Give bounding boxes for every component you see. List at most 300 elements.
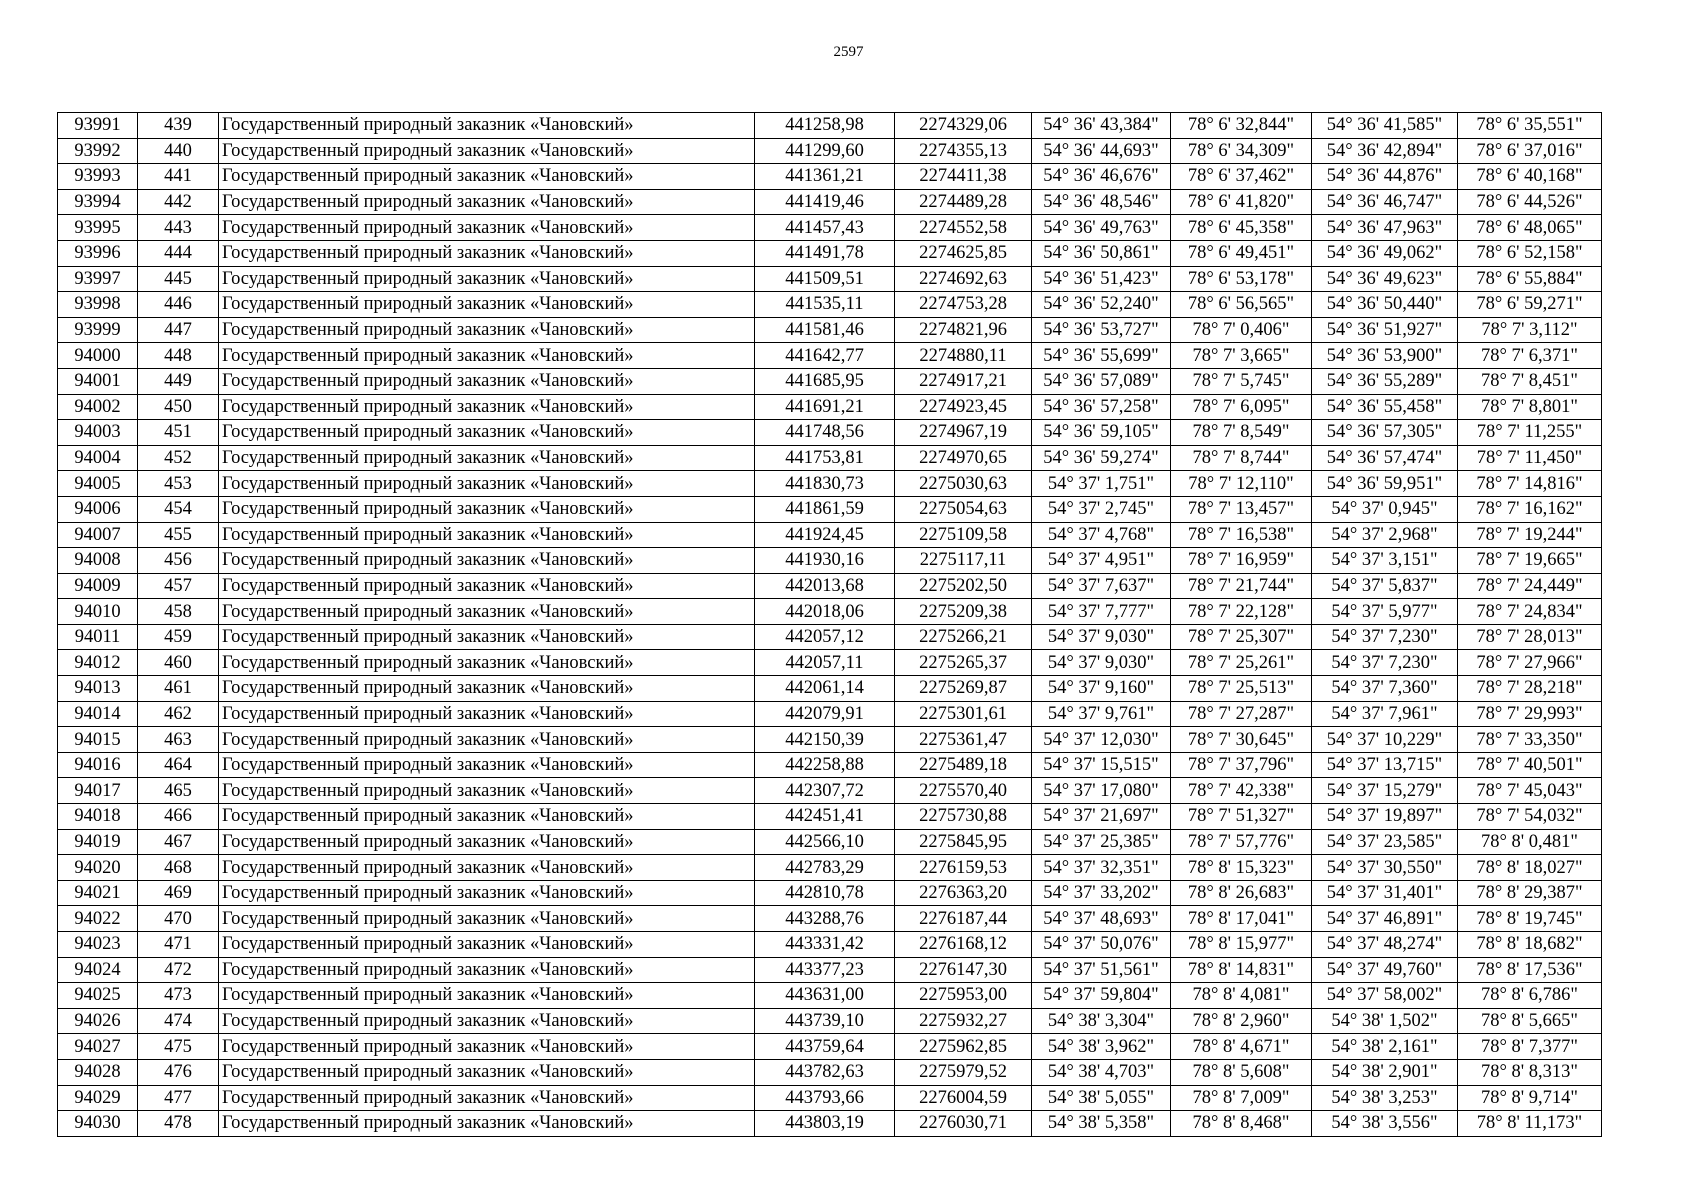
cell-point-number: 440 xyxy=(138,138,219,164)
cell-latitude-2: 54° 36' 42,894" xyxy=(1312,138,1458,164)
cell-point-number: 466 xyxy=(138,804,219,830)
cell-y-coordinate: 2275962,85 xyxy=(895,1034,1032,1060)
table-row xyxy=(58,496,1602,522)
cell-x-coordinate: 441299,60 xyxy=(755,138,895,164)
cell-point-number: 465 xyxy=(138,778,219,804)
cell-x-coordinate: 443793,66 xyxy=(755,1085,895,1111)
cell-x-coordinate: 441685,95 xyxy=(755,368,895,394)
cell-longitude-1: 78° 7' 6,095" xyxy=(1171,394,1312,420)
cell-latitude-1: 54° 37' 2,745" xyxy=(1032,496,1171,522)
cell-record-number: 94022 xyxy=(58,906,138,932)
cell-record-number: 94004 xyxy=(58,445,138,471)
cell-longitude-1: 78° 7' 22,128" xyxy=(1171,599,1312,625)
cell-record-number: 94028 xyxy=(58,1059,138,1085)
cell-x-coordinate: 442307,72 xyxy=(755,778,895,804)
cell-x-coordinate: 442057,12 xyxy=(755,624,895,650)
cell-x-coordinate: 442566,10 xyxy=(755,829,895,855)
cell-point-number: 444 xyxy=(138,240,219,266)
cell-longitude-1: 78° 8' 2,960" xyxy=(1171,1008,1312,1034)
cell-x-coordinate: 441509,51 xyxy=(755,266,895,292)
cell-longitude-1: 78° 6' 34,309" xyxy=(1171,138,1312,164)
cell-territory-name: Государственный природный заказник «Чановский» xyxy=(219,496,755,522)
cell-latitude-1: 54° 37' 48,693" xyxy=(1032,906,1171,932)
cell-record-number: 94009 xyxy=(58,573,138,599)
cell-y-coordinate: 2276004,59 xyxy=(895,1085,1032,1111)
cell-territory-name: Государственный природный заказник «Чановский» xyxy=(219,522,755,548)
cell-record-number: 94027 xyxy=(58,1034,138,1060)
cell-territory-name: Государственный природный заказник «Чановский» xyxy=(219,1034,755,1060)
cell-territory-name: Государственный природный заказник «Чановский» xyxy=(219,880,755,906)
cell-longitude-2: 78° 7' 40,501" xyxy=(1458,752,1602,778)
cell-territory-name: Государственный природный заказник «Чановский» xyxy=(219,189,755,215)
cell-longitude-2: 78° 7' 19,665" xyxy=(1458,548,1602,574)
cell-latitude-2: 54° 37' 7,230" xyxy=(1312,624,1458,650)
cell-latitude-1: 54° 36' 44,693" xyxy=(1032,138,1171,164)
table-row xyxy=(58,829,1602,855)
cell-latitude-2: 54° 36' 44,876" xyxy=(1312,164,1458,190)
cell-y-coordinate: 2274753,28 xyxy=(895,292,1032,318)
cell-record-number: 93993 xyxy=(58,164,138,190)
cell-latitude-2: 54° 37' 7,360" xyxy=(1312,676,1458,702)
table-row xyxy=(58,113,1602,139)
cell-longitude-1: 78° 8' 26,683" xyxy=(1171,880,1312,906)
cell-territory-name: Государственный природный заказник «Чановский» xyxy=(219,266,755,292)
cell-record-number: 93991 xyxy=(58,113,138,139)
cell-x-coordinate: 443631,00 xyxy=(755,983,895,1009)
cell-record-number: 94020 xyxy=(58,855,138,881)
table-row xyxy=(58,573,1602,599)
cell-latitude-2: 54° 38' 1,502" xyxy=(1312,1008,1458,1034)
table-row xyxy=(58,548,1602,574)
cell-record-number: 94019 xyxy=(58,829,138,855)
cell-territory-name: Государственный природный заказник «Чановский» xyxy=(219,599,755,625)
cell-territory-name: Государственный природный заказник «Чановский» xyxy=(219,676,755,702)
cell-record-number: 94030 xyxy=(58,1111,138,1137)
cell-territory-name: Государственный природный заказник «Чановский» xyxy=(219,368,755,394)
cell-y-coordinate: 2275932,27 xyxy=(895,1008,1032,1034)
cell-latitude-1: 54° 36' 55,699" xyxy=(1032,343,1171,369)
cell-y-coordinate: 2275030,63 xyxy=(895,471,1032,497)
table-row xyxy=(58,522,1602,548)
cell-longitude-1: 78° 6' 53,178" xyxy=(1171,266,1312,292)
cell-territory-name: Государственный природный заказник «Чановский» xyxy=(219,1111,755,1137)
cell-latitude-2: 54° 36' 49,623" xyxy=(1312,266,1458,292)
cell-latitude-2: 54° 37' 13,715" xyxy=(1312,752,1458,778)
cell-longitude-2: 78° 7' 33,350" xyxy=(1458,727,1602,753)
cell-territory-name: Государственный природный заказник «Чановский» xyxy=(219,855,755,881)
cell-latitude-1: 54° 37' 59,804" xyxy=(1032,983,1171,1009)
cell-territory-name: Государственный природный заказник «Чановский» xyxy=(219,573,755,599)
cell-y-coordinate: 2275845,95 xyxy=(895,829,1032,855)
cell-longitude-1: 78° 7' 5,745" xyxy=(1171,368,1312,394)
cell-y-coordinate: 2274411,38 xyxy=(895,164,1032,190)
cell-point-number: 449 xyxy=(138,368,219,394)
table-row xyxy=(58,1085,1602,1111)
cell-latitude-1: 54° 36' 53,727" xyxy=(1032,317,1171,343)
cell-latitude-1: 54° 36' 59,105" xyxy=(1032,420,1171,446)
cell-record-number: 94006 xyxy=(58,496,138,522)
cell-record-number: 93995 xyxy=(58,215,138,241)
cell-longitude-2: 78° 6' 48,065" xyxy=(1458,215,1602,241)
cell-y-coordinate: 2274970,65 xyxy=(895,445,1032,471)
table-row xyxy=(58,778,1602,804)
cell-territory-name: Государственный природный заказник «Чановский» xyxy=(219,240,755,266)
cell-x-coordinate: 442451,41 xyxy=(755,804,895,830)
table-row xyxy=(58,420,1602,446)
cell-y-coordinate: 2274625,85 xyxy=(895,240,1032,266)
cell-point-number: 461 xyxy=(138,676,219,702)
cell-y-coordinate: 2274355,13 xyxy=(895,138,1032,164)
cell-latitude-1: 54° 37' 9,030" xyxy=(1032,624,1171,650)
cell-longitude-1: 78° 8' 15,977" xyxy=(1171,932,1312,958)
cell-latitude-1: 54° 36' 51,423" xyxy=(1032,266,1171,292)
cell-point-number: 459 xyxy=(138,624,219,650)
cell-y-coordinate: 2274489,28 xyxy=(895,189,1032,215)
cell-latitude-2: 54° 38' 3,253" xyxy=(1312,1085,1458,1111)
cell-latitude-2: 54° 36' 47,963" xyxy=(1312,215,1458,241)
cell-latitude-1: 54° 37' 1,751" xyxy=(1032,471,1171,497)
cell-latitude-1: 54° 38' 5,358" xyxy=(1032,1111,1171,1137)
cell-latitude-2: 54° 36' 51,927" xyxy=(1312,317,1458,343)
cell-x-coordinate: 442810,78 xyxy=(755,880,895,906)
cell-x-coordinate: 441924,45 xyxy=(755,522,895,548)
cell-latitude-1: 54° 36' 57,089" xyxy=(1032,368,1171,394)
cell-longitude-2: 78° 8' 17,536" xyxy=(1458,957,1602,983)
cell-longitude-1: 78° 7' 25,513" xyxy=(1171,676,1312,702)
cell-record-number: 94016 xyxy=(58,752,138,778)
cell-latitude-2: 54° 37' 19,897" xyxy=(1312,804,1458,830)
cell-point-number: 454 xyxy=(138,496,219,522)
cell-longitude-1: 78° 7' 51,327" xyxy=(1171,804,1312,830)
table-row xyxy=(58,727,1602,753)
cell-latitude-1: 54° 37' 51,561" xyxy=(1032,957,1171,983)
cell-longitude-2: 78° 7' 24,449" xyxy=(1458,573,1602,599)
cell-y-coordinate: 2275109,58 xyxy=(895,522,1032,548)
coordinates-table xyxy=(57,112,1602,1137)
cell-longitude-2: 78° 7' 28,218" xyxy=(1458,676,1602,702)
cell-x-coordinate: 442061,14 xyxy=(755,676,895,702)
cell-record-number: 94017 xyxy=(58,778,138,804)
cell-latitude-2: 54° 38' 2,901" xyxy=(1312,1059,1458,1085)
cell-latitude-2: 54° 36' 59,951" xyxy=(1312,471,1458,497)
cell-y-coordinate: 2275953,00 xyxy=(895,983,1032,1009)
table-row xyxy=(58,957,1602,983)
cell-territory-name: Государственный природный заказник «Чановский» xyxy=(219,983,755,1009)
cell-longitude-1: 78° 6' 56,565" xyxy=(1171,292,1312,318)
cell-x-coordinate: 442079,91 xyxy=(755,701,895,727)
cell-y-coordinate: 2275117,11 xyxy=(895,548,1032,574)
table-row xyxy=(58,343,1602,369)
table-row xyxy=(58,1111,1602,1137)
cell-latitude-1: 54° 36' 57,258" xyxy=(1032,394,1171,420)
cell-latitude-1: 54° 37' 7,777" xyxy=(1032,599,1171,625)
cell-point-number: 457 xyxy=(138,573,219,599)
cell-y-coordinate: 2274821,96 xyxy=(895,317,1032,343)
cell-y-coordinate: 2274552,58 xyxy=(895,215,1032,241)
table-row xyxy=(58,701,1602,727)
cell-latitude-1: 54° 37' 9,030" xyxy=(1032,650,1171,676)
cell-point-number: 477 xyxy=(138,1085,219,1111)
cell-longitude-1: 78° 8' 4,671" xyxy=(1171,1034,1312,1060)
cell-longitude-1: 78° 7' 25,261" xyxy=(1171,650,1312,676)
cell-longitude-1: 78° 7' 8,549" xyxy=(1171,420,1312,446)
cell-point-number: 476 xyxy=(138,1059,219,1085)
cell-territory-name: Государственный природный заказник «Чановский» xyxy=(219,471,755,497)
cell-territory-name: Государственный природный заказник «Чановский» xyxy=(219,701,755,727)
cell-territory-name: Государственный природный заказник «Чановский» xyxy=(219,445,755,471)
cell-record-number: 93996 xyxy=(58,240,138,266)
table-row xyxy=(58,906,1602,932)
cell-latitude-1: 54° 38' 4,703" xyxy=(1032,1059,1171,1085)
cell-longitude-2: 78° 6' 40,168" xyxy=(1458,164,1602,190)
table-row xyxy=(58,189,1602,215)
cell-latitude-1: 54° 37' 4,951" xyxy=(1032,548,1171,574)
cell-x-coordinate: 441930,16 xyxy=(755,548,895,574)
cell-latitude-2: 54° 37' 58,002" xyxy=(1312,983,1458,1009)
cell-territory-name: Государственный природный заказник «Чановский» xyxy=(219,164,755,190)
cell-point-number: 473 xyxy=(138,983,219,1009)
cell-x-coordinate: 441361,21 xyxy=(755,164,895,190)
cell-longitude-2: 78° 8' 8,313" xyxy=(1458,1059,1602,1085)
cell-latitude-1: 54° 36' 59,274" xyxy=(1032,445,1171,471)
cell-latitude-1: 54° 36' 50,861" xyxy=(1032,240,1171,266)
cell-latitude-1: 54° 37' 32,351" xyxy=(1032,855,1171,881)
cell-longitude-1: 78° 6' 45,358" xyxy=(1171,215,1312,241)
cell-point-number: 475 xyxy=(138,1034,219,1060)
cell-longitude-1: 78° 7' 21,744" xyxy=(1171,573,1312,599)
cell-latitude-1: 54° 37' 17,080" xyxy=(1032,778,1171,804)
table-row xyxy=(58,880,1602,906)
cell-point-number: 448 xyxy=(138,343,219,369)
cell-territory-name: Государственный природный заказник «Чановский» xyxy=(219,394,755,420)
cell-y-coordinate: 2275265,37 xyxy=(895,650,1032,676)
cell-record-number: 94023 xyxy=(58,932,138,958)
cell-longitude-1: 78° 8' 4,081" xyxy=(1171,983,1312,1009)
cell-longitude-2: 78° 8' 18,682" xyxy=(1458,932,1602,958)
cell-latitude-2: 54° 38' 2,161" xyxy=(1312,1034,1458,1060)
cell-x-coordinate: 441830,73 xyxy=(755,471,895,497)
cell-longitude-1: 78° 8' 15,323" xyxy=(1171,855,1312,881)
cell-longitude-1: 78° 7' 16,959" xyxy=(1171,548,1312,574)
cell-latitude-1: 54° 37' 15,515" xyxy=(1032,752,1171,778)
cell-point-number: 467 xyxy=(138,829,219,855)
cell-latitude-2: 54° 36' 57,305" xyxy=(1312,420,1458,446)
cell-record-number: 94021 xyxy=(58,880,138,906)
cell-territory-name: Государственный природный заказник «Чановский» xyxy=(219,778,755,804)
cell-latitude-1: 54° 38' 3,962" xyxy=(1032,1034,1171,1060)
cell-record-number: 93992 xyxy=(58,138,138,164)
cell-record-number: 94014 xyxy=(58,701,138,727)
cell-record-number: 94024 xyxy=(58,957,138,983)
cell-point-number: 462 xyxy=(138,701,219,727)
cell-longitude-1: 78° 8' 7,009" xyxy=(1171,1085,1312,1111)
cell-x-coordinate: 443803,19 xyxy=(755,1111,895,1137)
cell-point-number: 463 xyxy=(138,727,219,753)
cell-longitude-1: 78° 6' 37,462" xyxy=(1171,164,1312,190)
cell-y-coordinate: 2275054,63 xyxy=(895,496,1032,522)
table-row xyxy=(58,138,1602,164)
table-row xyxy=(58,394,1602,420)
cell-longitude-1: 78° 7' 42,338" xyxy=(1171,778,1312,804)
cell-x-coordinate: 441457,43 xyxy=(755,215,895,241)
cell-latitude-1: 54° 37' 50,076" xyxy=(1032,932,1171,958)
cell-longitude-1: 78° 8' 8,468" xyxy=(1171,1111,1312,1137)
table-row xyxy=(58,752,1602,778)
cell-record-number: 94013 xyxy=(58,676,138,702)
cell-y-coordinate: 2276168,12 xyxy=(895,932,1032,958)
cell-latitude-2: 54° 36' 50,440" xyxy=(1312,292,1458,318)
cell-longitude-2: 78° 6' 55,884" xyxy=(1458,266,1602,292)
table-row xyxy=(58,855,1602,881)
cell-point-number: 469 xyxy=(138,880,219,906)
cell-territory-name: Государственный природный заказник «Чановский» xyxy=(219,1008,755,1034)
cell-point-number: 445 xyxy=(138,266,219,292)
cell-latitude-1: 54° 36' 49,763" xyxy=(1032,215,1171,241)
cell-record-number: 94011 xyxy=(58,624,138,650)
cell-latitude-2: 54° 36' 41,585" xyxy=(1312,113,1458,139)
cell-y-coordinate: 2275202,50 xyxy=(895,573,1032,599)
cell-latitude-1: 54° 36' 46,676" xyxy=(1032,164,1171,190)
cell-longitude-2: 78° 7' 28,013" xyxy=(1458,624,1602,650)
cell-latitude-1: 54° 36' 52,240" xyxy=(1032,292,1171,318)
cell-record-number: 94005 xyxy=(58,471,138,497)
cell-record-number: 94000 xyxy=(58,343,138,369)
cell-longitude-2: 78° 6' 59,271" xyxy=(1458,292,1602,318)
cell-territory-name: Государственный природный заказник «Чановский» xyxy=(219,829,755,855)
table-body xyxy=(58,113,1602,1137)
cell-x-coordinate: 442258,88 xyxy=(755,752,895,778)
cell-territory-name: Государственный природный заказник «Чановский» xyxy=(219,624,755,650)
cell-longitude-2: 78° 6' 52,158" xyxy=(1458,240,1602,266)
cell-y-coordinate: 2274329,06 xyxy=(895,113,1032,139)
cell-point-number: 446 xyxy=(138,292,219,318)
cell-latitude-2: 54° 37' 10,229" xyxy=(1312,727,1458,753)
cell-latitude-1: 54° 37' 7,637" xyxy=(1032,573,1171,599)
table-row xyxy=(58,1059,1602,1085)
cell-record-number: 94001 xyxy=(58,368,138,394)
cell-territory-name: Государственный природный заказник «Чановский» xyxy=(219,752,755,778)
cell-point-number: 443 xyxy=(138,215,219,241)
cell-latitude-2: 54° 37' 46,891" xyxy=(1312,906,1458,932)
cell-longitude-1: 78° 6' 41,820" xyxy=(1171,189,1312,215)
cell-point-number: 472 xyxy=(138,957,219,983)
cell-latitude-2: 54° 37' 2,968" xyxy=(1312,522,1458,548)
cell-territory-name: Государственный природный заказник «Чановский» xyxy=(219,548,755,574)
cell-latitude-2: 54° 36' 46,747" xyxy=(1312,189,1458,215)
cell-longitude-1: 78° 7' 13,457" xyxy=(1171,496,1312,522)
table-row xyxy=(58,164,1602,190)
cell-x-coordinate: 441258,98 xyxy=(755,113,895,139)
cell-x-coordinate: 443782,63 xyxy=(755,1059,895,1085)
cell-point-number: 474 xyxy=(138,1008,219,1034)
cell-latitude-2: 54° 37' 48,274" xyxy=(1312,932,1458,958)
cell-y-coordinate: 2275570,40 xyxy=(895,778,1032,804)
cell-territory-name: Государственный природный заказник «Чановский» xyxy=(219,317,755,343)
cell-latitude-1: 54° 38' 3,304" xyxy=(1032,1008,1171,1034)
cell-record-number: 93998 xyxy=(58,292,138,318)
cell-latitude-1: 54° 37' 12,030" xyxy=(1032,727,1171,753)
cell-y-coordinate: 2276030,71 xyxy=(895,1111,1032,1137)
cell-x-coordinate: 442018,06 xyxy=(755,599,895,625)
cell-record-number: 94026 xyxy=(58,1008,138,1034)
cell-territory-name: Государственный природный заказник «Чановский» xyxy=(219,138,755,164)
cell-latitude-2: 54° 36' 49,062" xyxy=(1312,240,1458,266)
cell-longitude-2: 78° 8' 18,027" xyxy=(1458,855,1602,881)
cell-territory-name: Государственный природный заказник «Чановский» xyxy=(219,906,755,932)
table-row xyxy=(58,983,1602,1009)
cell-longitude-2: 78° 8' 7,377" xyxy=(1458,1034,1602,1060)
cell-latitude-2: 54° 37' 7,230" xyxy=(1312,650,1458,676)
cell-y-coordinate: 2275269,87 xyxy=(895,676,1032,702)
cell-point-number: 460 xyxy=(138,650,219,676)
cell-longitude-2: 78° 8' 9,714" xyxy=(1458,1085,1602,1111)
cell-record-number: 94025 xyxy=(58,983,138,1009)
cell-x-coordinate: 441691,21 xyxy=(755,394,895,420)
cell-record-number: 94018 xyxy=(58,804,138,830)
cell-longitude-2: 78° 7' 29,993" xyxy=(1458,701,1602,727)
cell-y-coordinate: 2274923,45 xyxy=(895,394,1032,420)
cell-y-coordinate: 2276159,53 xyxy=(895,855,1032,881)
cell-longitude-2: 78° 6' 35,551" xyxy=(1458,113,1602,139)
cell-point-number: 441 xyxy=(138,164,219,190)
table-row xyxy=(58,215,1602,241)
table-row xyxy=(58,445,1602,471)
cell-latitude-1: 54° 37' 33,202" xyxy=(1032,880,1171,906)
cell-x-coordinate: 443331,42 xyxy=(755,932,895,958)
table-row xyxy=(58,368,1602,394)
cell-longitude-1: 78° 8' 5,608" xyxy=(1171,1059,1312,1085)
cell-x-coordinate: 441861,59 xyxy=(755,496,895,522)
cell-y-coordinate: 2275301,61 xyxy=(895,701,1032,727)
cell-longitude-2: 78° 7' 54,032" xyxy=(1458,804,1602,830)
cell-latitude-1: 54° 38' 5,055" xyxy=(1032,1085,1171,1111)
cell-longitude-2: 78° 7' 16,162" xyxy=(1458,496,1602,522)
cell-point-number: 453 xyxy=(138,471,219,497)
table-row xyxy=(58,676,1602,702)
table-row xyxy=(58,266,1602,292)
cell-x-coordinate: 441581,46 xyxy=(755,317,895,343)
cell-territory-name: Государственный природный заказник «Чановский» xyxy=(219,215,755,241)
cell-territory-name: Государственный природный заказник «Чановский» xyxy=(219,1059,755,1085)
cell-point-number: 442 xyxy=(138,189,219,215)
cell-longitude-2: 78° 7' 14,816" xyxy=(1458,471,1602,497)
table-row xyxy=(58,1034,1602,1060)
cell-point-number: 468 xyxy=(138,855,219,881)
cell-y-coordinate: 2276147,30 xyxy=(895,957,1032,983)
cell-longitude-2: 78° 7' 8,801" xyxy=(1458,394,1602,420)
cell-record-number: 94002 xyxy=(58,394,138,420)
cell-latitude-2: 54° 36' 53,900" xyxy=(1312,343,1458,369)
cell-y-coordinate: 2275361,47 xyxy=(895,727,1032,753)
cell-x-coordinate: 441535,11 xyxy=(755,292,895,318)
cell-latitude-2: 54° 37' 7,961" xyxy=(1312,701,1458,727)
cell-longitude-2: 78° 7' 3,112" xyxy=(1458,317,1602,343)
cell-x-coordinate: 443377,23 xyxy=(755,957,895,983)
cell-y-coordinate: 2275979,52 xyxy=(895,1059,1032,1085)
cell-longitude-1: 78° 7' 3,665" xyxy=(1171,343,1312,369)
cell-longitude-1: 78° 7' 12,110" xyxy=(1171,471,1312,497)
cell-longitude-2: 78° 7' 45,043" xyxy=(1458,778,1602,804)
cell-latitude-2: 54° 37' 31,401" xyxy=(1312,880,1458,906)
cell-record-number: 94007 xyxy=(58,522,138,548)
cell-record-number: 94003 xyxy=(58,420,138,446)
cell-latitude-2: 54° 36' 57,474" xyxy=(1312,445,1458,471)
cell-x-coordinate: 441753,81 xyxy=(755,445,895,471)
cell-longitude-2: 78° 7' 27,966" xyxy=(1458,650,1602,676)
cell-x-coordinate: 442150,39 xyxy=(755,727,895,753)
cell-record-number: 94015 xyxy=(58,727,138,753)
cell-x-coordinate: 443288,76 xyxy=(755,906,895,932)
